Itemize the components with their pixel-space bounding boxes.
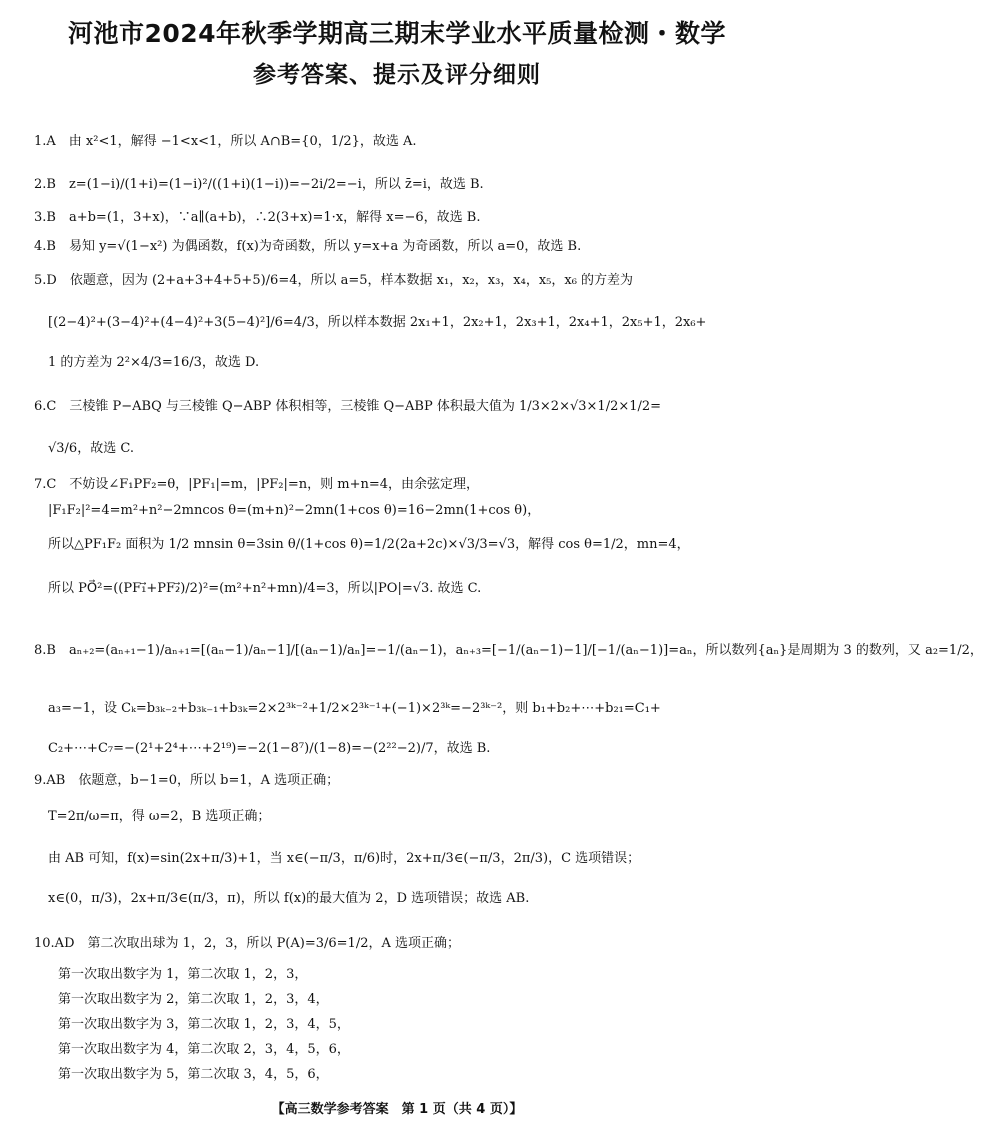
answer-line-3: 3.B a+b=(1，3+x)，∵a∥(a+b)，∴2(3+x)=1·x，解得 x=−6，故选 B. [34, 210, 481, 225]
answer-line-12: 所以△PF₁F₂ 面积为 1/2 mnsin θ=3sin θ/(1+cos θ)=1/2(2a+2c)×√3/3=√3，解得 cos θ=1/2，mn=4， [48, 537, 690, 552]
answer-line-19: 由 AB 可知，f(x)=sin(2x+π/3)+1，当 x∈(−π/3，π/6)时，2x+π/3∈(−π/3，2π/3)，C 选项错误； [48, 851, 641, 866]
page-footer: 【高三数学参考答案 第 1 页（共 4 页）】 [271, 1102, 523, 1117]
answer-line-5: 5.D 依题意，因为 (2+a+3+4+5+5)/6=4，所以 a=5，样本数据 x₁，x₂，x₃，x₄，x₅，x₆ 的方差为 [34, 273, 634, 288]
answer-line-11: |F₁F₂|²=4=m²+n²−2mncos θ=(m+n)²−2mn(1+cos θ)=16−2mn(1+cos θ)， [48, 503, 541, 518]
answer-line-13: 所以 PO⃗²=((PF₁⃗+PF₂⃗)/2)²=(m²+n²+mn)/4=3，所以|PO|=√3. 故选 C. [48, 581, 482, 596]
answer-line-9: √3/6，故选 C. [48, 441, 134, 456]
answer-line-2: 2.B z=(1−i)/(1+i)=(1−i)²/((1+i)(1−i))=−2i/2=−i，所以 z̄=i，故选 B. [34, 177, 484, 192]
page-title: 河池市2024年秋季学期高三期末学业水平质量检测・数学 [67, 19, 727, 48]
page-subtitle: 参考答案、提示及评分细则 [253, 62, 541, 88]
answer-line-15: a₃=−1，设 Cₖ=b₃ₖ₋₂+b₃ₖ₋₁+b₃ₖ=2×2³ᵏ⁻²+1/2×2³ᵏ⁻¹+(−1)×2³ᵏ=−2³ᵏ⁻²，则 b₁+b₂+⋯+b₂₁=C₁+ [48, 701, 661, 716]
answer-line-24: 第一次取出数字为 3，第二次取 1，2，3，4，5， [58, 1017, 350, 1032]
answer-line-20: x∈(0，π/3)，2x+π/3∈(π/3，π)，所以 f(x)的最大值为 2，D 选项错误；故选 AB. [48, 891, 530, 906]
answer-line-1: 1.A 由 x²<1，解得 −1<x<1，所以 A∩B={0，1/2}，故选 A. [34, 134, 417, 149]
answer-line-7: 1 的方差为 2²×4/3=16/3，故选 D. [48, 355, 260, 370]
answer-line-26: 第一次取出数字为 5，第二次取 3，4，5，6， [58, 1067, 329, 1082]
answer-line-25: 第一次取出数字为 4，第二次取 2，3，4，5，6， [58, 1042, 350, 1057]
answer-line-17: 9.AB 依题意，b−1=0，所以 b=1，A 选项正确； [34, 773, 340, 788]
answer-line-21: 10.AD 第二次取出球为 1，2，3，所以 P(A)=3/6=1/2，A 选项正确； [34, 936, 460, 951]
answer-line-14: 8.B aₙ₊₂=(aₙ₊₁−1)/aₙ₊₁=[(aₙ−1)/aₙ−1]/[(aₙ−1)/aₙ]=−1/(aₙ−1)，aₙ₊₃=[−1/(aₙ−1)−1]/[−1/(aₙ−1)]=aₙ，所以数列{aₙ}是周期为 3 的数列，又 a₂=1/2， [34, 643, 983, 658]
answer-line-18: T=2π/ω=π，得 ω=2，B 选项正确； [48, 809, 271, 824]
answer-line-8: 6.C 三棱锥 P−ABQ 与三棱锥 Q−ABP 体积相等，三棱锥 Q−ABP 体积最大值为 1/3×2×√3×1/2×1/2= [34, 399, 662, 414]
answer-line-6: [(2−4)²+(3−4)²+(4−4)²+3(5−4)²]/6=4/3，所以样本数据 2x₁+1，2x₂+1，2x₃+1，2x₄+1，2x₅+1，2x₆+ [48, 315, 707, 330]
answer-line-23: 第一次取出数字为 2，第二次取 1，2，3，4， [58, 992, 329, 1007]
answer-line-22: 第一次取出数字为 1，第二次取 1，2，3， [58, 967, 308, 982]
answer-line-4: 4.B 易知 y=√(1−x²) 为偶函数，f(x)为奇函数，所以 y=x+a 为奇函数，所以 a=0，故选 B. [34, 239, 582, 254]
answer-line-10: 7.C 不妨设∠F₁PF₂=θ，|PF₁|=m，|PF₂|=n，则 m+n=4，由余弦定理， [34, 477, 480, 492]
answer-line-16: C₂+⋯+C₇=−(2¹+2⁴+⋯+2¹⁹)=−2(1−8⁷)/(1−8)=−(2²²−2)/7，故选 B. [48, 741, 491, 756]
